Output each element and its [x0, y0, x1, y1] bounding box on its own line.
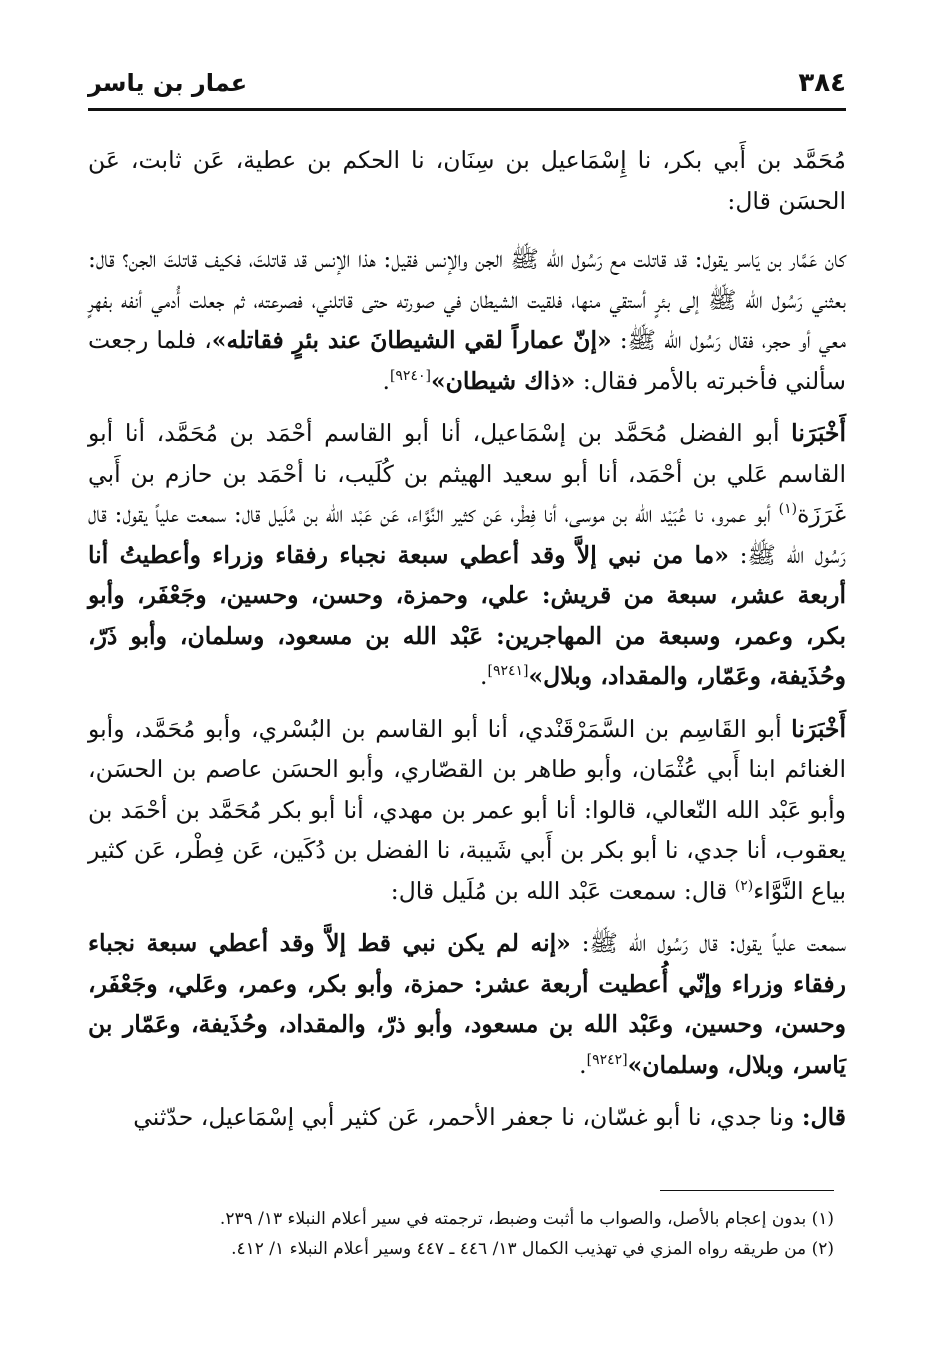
running-title: عمار بن ياسر [88, 69, 248, 97]
footnote-separator [660, 1190, 834, 1191]
footnote-1 [88, 1204, 834, 1234]
paragraph-4 [88, 709, 846, 912]
sentence-end: . [382, 366, 390, 395]
paragraph-2-mid: ، فلما رجعت سألني فأخبرته بالأمر فقال: [88, 326, 846, 395]
footnotes [88, 1204, 834, 1264]
hadith-quote: «ذاك شيطان» [430, 366, 576, 395]
footnote-marker: (١) [811, 1209, 834, 1229]
hadith-number: [٩٢٤١] [487, 663, 529, 680]
paragraph-5-lead: سمعت علياً يقول: قال رَسُول الله ﷺ: [581, 929, 846, 957]
footnote-marker: (٢) [734, 877, 754, 894]
sentence-end: . [479, 662, 488, 690]
hadith-quote: «ما من نبي إلاَّ وقد أعطي سبعة نجباء رفقاء وزراء وأعطيتُ أنا أربعة عشر، سبعة من قريش: علي، وحمزة، وحسن، وحسين، وجَعْفَر، وأبو بكر، وعمر، وسبعة من المهاجرين: عَبْد الله بن مسعود، وسلمان، وأبو ذَرّ، وحُذَيفة، وعَمّار، والمقداد، وبلال» [88, 540, 846, 690]
akhbarana-keyword: أَخْبَرَنا [791, 419, 846, 447]
footnote-text: من طريقه رواه المزي في تهذيب الكمال ١٣/ ٤٤٦ ـ ٤٤٧ وسير أعلام النبلاء ١/ ٤١٢. [231, 1239, 807, 1259]
paragraph-6 [88, 1097, 846, 1138]
footnote-marker: (٢) [811, 1239, 834, 1259]
paragraph-2-lead: كان عَمَّار بن يَاسر يقول: قد قاتلت مع رَسُول الله ﷺ الجن والإنس فقيل: هذا الإنس قد قاتلتَ، فكيف قاتلتَ الجن؟ قال: بعثني رَسُول الله ﷺ إلى بئرٍ أستقي منها، فلقيت الشيطان في صورته حتى قاتلني، فصرعته، ثم جعلت أُدمي أنفه بفهرٍ معي أو حجر، فقال رَسُول الله ﷺ: [88, 245, 847, 354]
sentence-end: . [579, 1050, 587, 1079]
hadith-number: [٩٢٤٠] [389, 367, 431, 384]
hadith-quote: «إنه لم يكن نبي قط إلاَّ وقد أعطي سبعة نجباء رفقاء وزراء وإنّي أُعطيت أربعة عشر: حمزة، وأبو بكر، وعمر، وعَلي، وجَعْفَر، وحسن، وحسين، وعَبْد الله بن مسعود، وأبو ذرّ، والمقداد، وحُذَيفة، وعَمّار بن يَاسر، وبلال، وسلمان» [88, 929, 846, 1079]
footnote-text: بدون إعجام بالأصل، والصواب ما أثبت وضبط، ترجمته في سير أعلام النبلاء ١٣/ ٢٣٩. [219, 1209, 807, 1229]
akhbarana-keyword: أَخْبَرَنا [791, 714, 846, 743]
qal-keyword: قال: [801, 1103, 846, 1131]
paragraph-5 [88, 923, 846, 1085]
footnote-2 [88, 1234, 834, 1264]
footnote-marker: (١) [778, 501, 798, 518]
isnad-text: ونا جدي، نا أبو غسّان، نا جعفر الأحمر، عَن كثير أبي إسْمَاعيل، حدّثني [133, 1103, 802, 1131]
paragraph-1-text: مُحَمَّد بن أَبي بكر، نا إِسْمَاعيل بن سِنَان، نا الحكم بن عطية، عَن ثابت، عَن الحسَن قال: [88, 146, 846, 215]
isnad-text: قال: سمعت عَبْد الله بن مُلَيل قال: [390, 876, 735, 905]
isnad-text: أبو القَاسِم بن السَّمَرْقَنْدي، أنا أبو القاسم بن البُسْري، وأبو مُحَمَّد، وأبو الغنائم ابنا أَبي عُثْمَان، وأبو طاهر بن القصّاري، وأبو الحسَن عاصم بن الحسَن، وأبو عَبْد الله النّعالي، قالوا: أنا أبو عمر بن مهدي، أنا أبو بكر مُحَمَّد بن أحْمَد بن يعقوب، أنا جدي، نا أبو بكر بن أَبي شَيبة، نا الفضل بن دُكَين، عَن فِطْر، عَن كثير بياع النَّوَّاء [88, 714, 846, 905]
paragraph-3 [88, 413, 846, 697]
paragraph-1 [88, 140, 846, 221]
hadith-quote: «إنّ عماراً لقي الشيطانَ عند بئرٍ فقاتله» [211, 326, 612, 354]
isnad-text: أبو الفضل مُحَمَّد بن إسْمَاعيل، أنا أبو القاسم أحْمَد بن مُحَمَّد، أنا أبو القاسم عَلي بن أحْمَد، أنا أبو سعيد الهيثم بن كُلَيب، نا أحْمَد بن حازم بن أَبي غَرَزَة [88, 419, 846, 528]
isnad-text: أبو عمرو، نا عُبَيْد الله بن موسى، أنا فِطْر، عَن كثير النَّوَّاء، عَن عَبْد الله بن مُلَيل قال: سمعت علياً يقول: قال رَسُول الله ﷺ: [88, 500, 846, 569]
paragraph-2 [88, 239, 846, 401]
hadith-number: [٩٢٤٢] [586, 1051, 628, 1068]
page-header [88, 58, 846, 111]
main-text [88, 140, 846, 1150]
page-number: ٣٨٤ [798, 68, 846, 98]
